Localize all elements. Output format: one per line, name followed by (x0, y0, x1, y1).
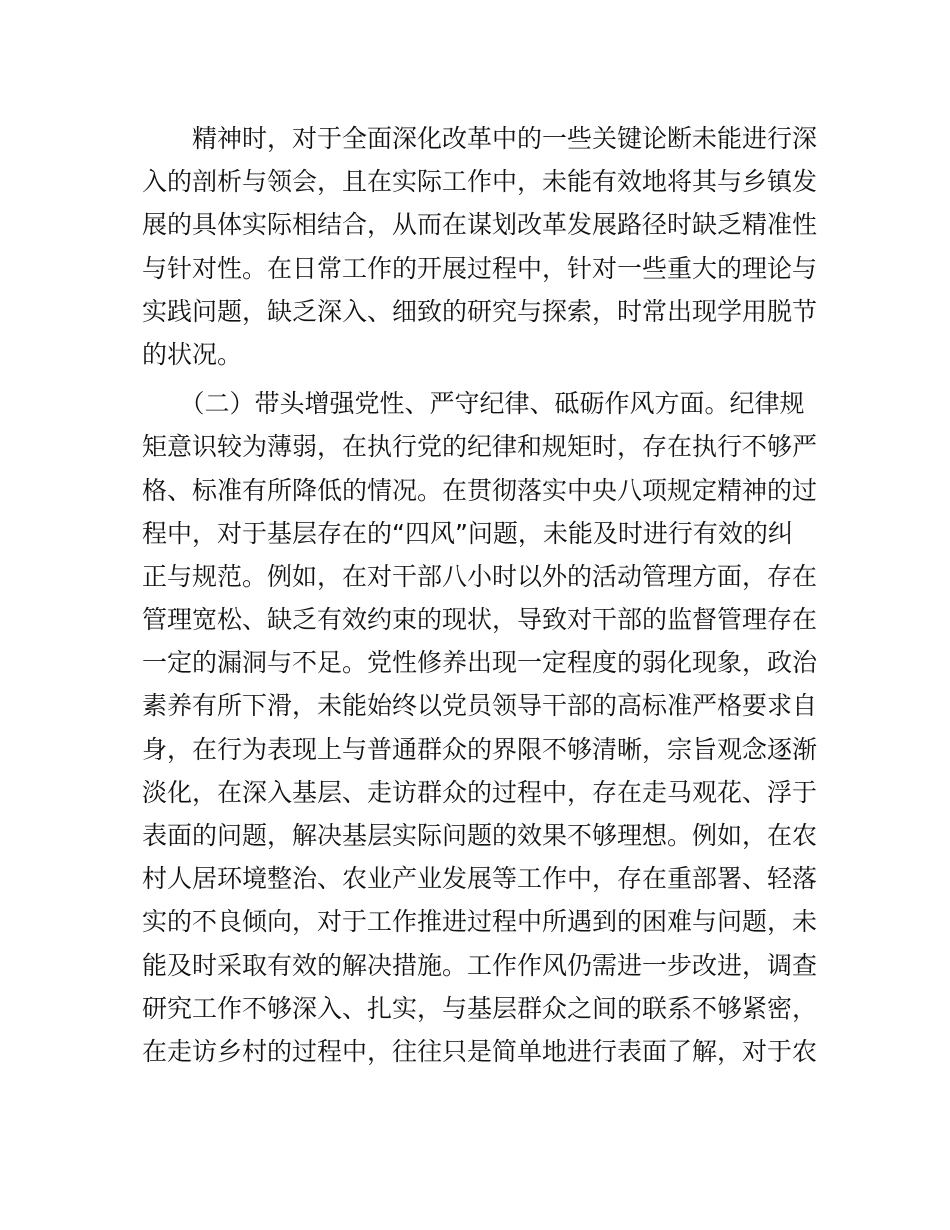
text-line: 在走访乡村的过程中，往往只是简单地进行表面了解，对于农 (142, 1036, 818, 1066)
text-line: 素养有所下滑，未能始终以党员领导干部的高标准严格要求自 (142, 691, 818, 721)
text-line: 的状况。 (142, 339, 243, 369)
text-line: 管理宽松、缺乏有效约束的现状，导致对干部的监督管理存在 (142, 605, 818, 635)
text-line: 研究工作不够深入、扎实，与基层群众之间的联系不够紧密， (142, 993, 818, 1023)
text-line: 实践问题，缺乏深入、细致的研究与探索，时常出现学用脱节 (142, 296, 818, 326)
text-line: 程中，对于基层存在的“四风”问题，未能及时进行有效的纠 (142, 518, 793, 548)
text-line: 村人居环境整治、农业产业发展等工作中，存在重部署、轻落 (142, 864, 818, 894)
text-line: （二）带头增强党性、严守纪律、砥砺作风方面。纪律规 (142, 389, 805, 419)
text-line: 展的具体实际相结合，从而在谋划改革发展路径时缺乏精准性 (142, 210, 818, 240)
paragraph-1 (142, 117, 822, 376)
text-line: 精神时，对于全面深化改革中的一些关键论断未能进行深 (142, 124, 818, 153)
text-line: 正与规范。例如，在对干部八小时以外的活动管理方面，存在 (142, 561, 818, 591)
text-line: 淡化，在深入基层、走访群众的过程中，存在走马观花、浮于 (142, 777, 818, 807)
text-line: 一定的漏洞与不足。党性修养出现一定程度的弱化现象，政治 (142, 648, 818, 678)
text-line: 格、标准有所降低的情况。在贯彻落实中央八项规定精神的过 (142, 475, 818, 505)
text-line: 入的剖析与领会，且在实际工作中，未能有效地将其与乡镇发 (142, 167, 818, 197)
document-body (142, 117, 822, 1073)
text-line: 身，在行为表现上与普通群众的界限不够清晰，宗旨观念逐渐 (142, 734, 818, 764)
paragraph-2 (142, 382, 822, 1073)
text-line: 矩意识较为薄弱，在执行党的纪律和规矩时，存在执行不够严 (142, 432, 818, 462)
text-line: 实的不良倾向，对于工作推进过程中所遇到的困难与问题，未 (142, 907, 818, 937)
text-line: 与针对性。在日常工作的开展过程中，针对一些重大的理论与 (142, 253, 818, 283)
text-line: 表面的问题，解决基层实际问题的效果不够理想。例如，在农 (142, 821, 818, 850)
text-line: 能及时采取有效的解决措施。工作作风仍需进一步改进，调查 (142, 950, 818, 980)
